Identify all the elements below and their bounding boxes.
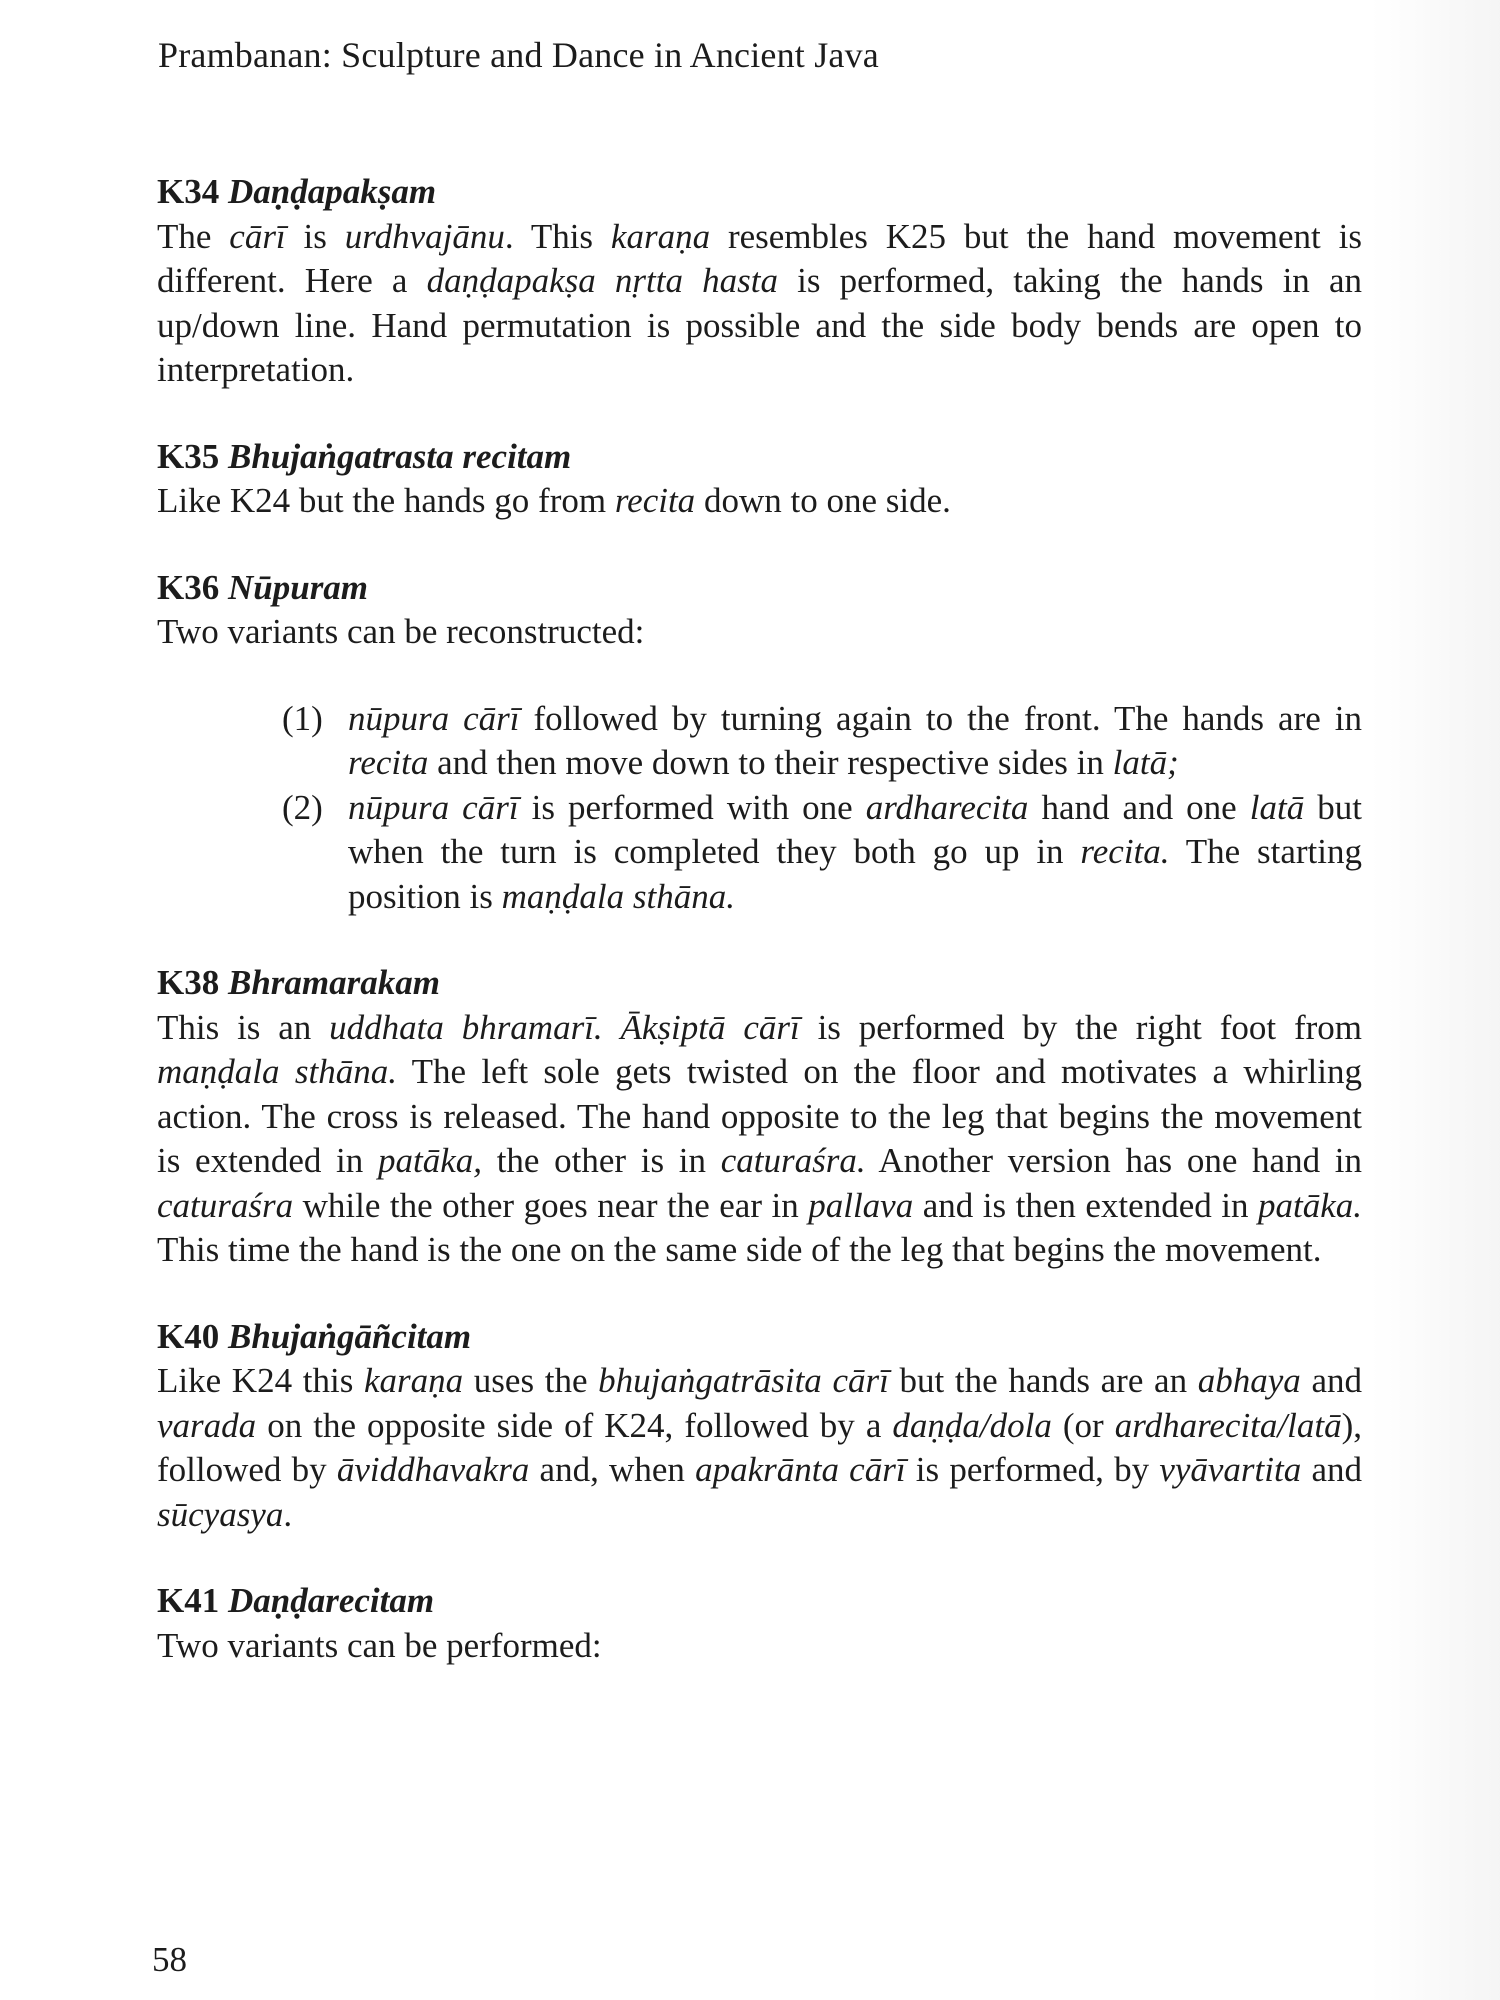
text-run: This is an: [157, 1007, 330, 1047]
karana-entry: [157, 170, 1362, 393]
list-item-number: (1): [282, 698, 323, 738]
text-run: Two variants can be performed:: [157, 1625, 602, 1665]
entry-name: Bhujaṅgāñcitam: [227, 1316, 472, 1356]
page-edge-shade: [1370, 0, 1500, 2000]
italic-term: sūcyasya: [157, 1494, 284, 1534]
text-run: and: [1301, 1450, 1362, 1489]
italic-term: ardharecita: [865, 787, 1029, 827]
text-run: ), followed by: [157, 1405, 1362, 1489]
italic-term: patāka,: [377, 1141, 482, 1180]
list-item-text: [348, 786, 1362, 920]
italic-term: latā: [1249, 787, 1305, 827]
text-run: The: [157, 216, 230, 256]
italic-term: abhaya: [1197, 1361, 1301, 1400]
italic-term: pallava: [808, 1185, 914, 1225]
entry-paragraph: [157, 1006, 1362, 1273]
entry-code: K38: [157, 963, 220, 1002]
italic-term: karaṇa: [363, 1361, 464, 1400]
entry-name: Daṇḍapakṣam: [227, 172, 437, 211]
text-run: Like K24 this: [157, 1361, 364, 1400]
text-run: uses the: [463, 1361, 599, 1400]
entry-heading: [157, 435, 1362, 480]
text-run: The starting position is: [348, 832, 1363, 916]
text-run: but the hands are an: [888, 1361, 1198, 1400]
italic-term: apakrānta cārī: [695, 1450, 906, 1489]
italic-term: karaṇa: [610, 216, 711, 256]
entry-paragraph: [157, 610, 1362, 655]
entry-heading: [157, 1579, 1362, 1624]
italic-term: ardharecita/latā: [1114, 1405, 1342, 1445]
entry-code: K40: [157, 1316, 220, 1356]
text-run: is performed by the right foot from: [799, 1007, 1362, 1047]
entry-paragraph: [157, 215, 1362, 393]
text-run: hand and one: [1028, 787, 1250, 827]
running-head: Prambanan: Sculpture and Dance in Ancient Java: [158, 35, 879, 75]
text-run: and: [1300, 1361, 1362, 1400]
karana-entry: [157, 435, 1362, 524]
text-run: . This: [504, 216, 611, 256]
italic-term: caturaśra.: [720, 1141, 866, 1180]
text-run: while the other goes near the ear in: [293, 1185, 809, 1225]
entry-paragraph: [157, 1624, 1362, 1669]
entry-paragraph: [157, 1359, 1362, 1537]
italic-term: varada: [157, 1405, 257, 1445]
italic-term: urdhvajānu: [344, 216, 505, 256]
entry-heading: [157, 961, 1362, 1006]
italic-term: recita: [614, 481, 696, 520]
italic-term: uddhata bhramarī. Ākṣiptā cārī: [329, 1007, 800, 1047]
entry-code: K35: [157, 436, 220, 476]
italic-term: vyāvartita: [1159, 1450, 1302, 1489]
text-run: Another version has one hand in: [865, 1141, 1362, 1180]
entry-code: K41: [157, 1581, 220, 1620]
text-run: is performed, taking the hands in an up/down line. Hand permutation is possible and the side body bends are open to interpretation.: [157, 261, 1362, 389]
list-item: [282, 697, 1362, 786]
body-text: [157, 170, 1362, 1668]
entry-heading: [157, 170, 1362, 215]
italic-term: nūpura cārī: [348, 787, 519, 827]
text-run: and, when: [529, 1450, 696, 1489]
entry-name: Bhramarakam: [227, 963, 440, 1002]
karana-entry: [157, 961, 1362, 1273]
entry-paragraph: [157, 479, 1362, 524]
italic-term: patāka.: [1257, 1185, 1362, 1225]
text-run: .: [283, 1494, 293, 1534]
text-run: is performed, by: [905, 1450, 1160, 1489]
italic-term: maṇḍala sthāna.: [501, 876, 735, 916]
italic-term: āviddhavakra: [336, 1450, 530, 1489]
entry-name: Nūpuram: [227, 567, 369, 607]
entry-code: K34: [157, 172, 220, 211]
text-run: the other is in: [482, 1141, 721, 1180]
italic-term: nūpura cārī: [348, 698, 520, 738]
text-run: followed by turning again to the front. The hands are in: [519, 698, 1363, 738]
entry-name: Bhujaṅgatrasta recitam: [227, 436, 572, 476]
entry-heading: [157, 1315, 1362, 1360]
italic-term: bhujaṅgatrāsita cārī: [598, 1361, 889, 1400]
text-run: is performed with one: [518, 787, 866, 827]
karana-entry: [157, 1315, 1362, 1538]
text-run: (or: [1051, 1405, 1115, 1445]
text-run: and then move down to their respective sides in: [428, 743, 1113, 782]
text-run: The left sole gets twisted on the floor and motivates a whirling action. The cross is released. The hand opposite to the leg that begins the movement is extended in: [157, 1052, 1362, 1180]
text-run: but when the turn is completed they both go up in: [348, 787, 1362, 871]
italic-term: latā;: [1112, 743, 1179, 782]
text-run: down to one side.: [695, 481, 951, 520]
text-run: Like K24 but the hands go from: [157, 481, 615, 520]
italic-term: maṇḍala sthāna.: [157, 1052, 397, 1091]
text-run: is: [285, 216, 345, 256]
page-number: 58: [152, 1940, 187, 1979]
list-item-number: (2): [282, 787, 323, 827]
text-run: Two variants can be reconstructed:: [157, 612, 645, 651]
entry-name: Daṇḍarecitam: [227, 1581, 435, 1620]
italic-term: daṇḍa/dola: [892, 1405, 1052, 1445]
karana-entry: [157, 1579, 1362, 1668]
entry-code: K36: [157, 567, 220, 607]
variant-list: [157, 697, 1362, 920]
karana-entry: [157, 566, 1362, 920]
italic-term: daṇḍapakṣa nṛtta hasta: [426, 261, 778, 300]
text-run: This time the hand is the one on the same side of the leg that begins the movement.: [157, 1230, 1322, 1269]
text-run: and is then extended in: [913, 1185, 1258, 1225]
text-run: resembles K25 but the hand movement is different. Here a: [157, 216, 1362, 300]
italic-term: recita.: [1080, 832, 1170, 871]
list-item-text: [348, 697, 1362, 786]
entry-heading: [157, 566, 1362, 611]
text-run: on the opposite side of K24, followed by a: [256, 1405, 893, 1445]
italic-term: cārī: [229, 216, 286, 256]
italic-term: recita: [348, 743, 429, 782]
list-item: [282, 786, 1362, 920]
italic-term: caturaśra: [157, 1185, 294, 1225]
